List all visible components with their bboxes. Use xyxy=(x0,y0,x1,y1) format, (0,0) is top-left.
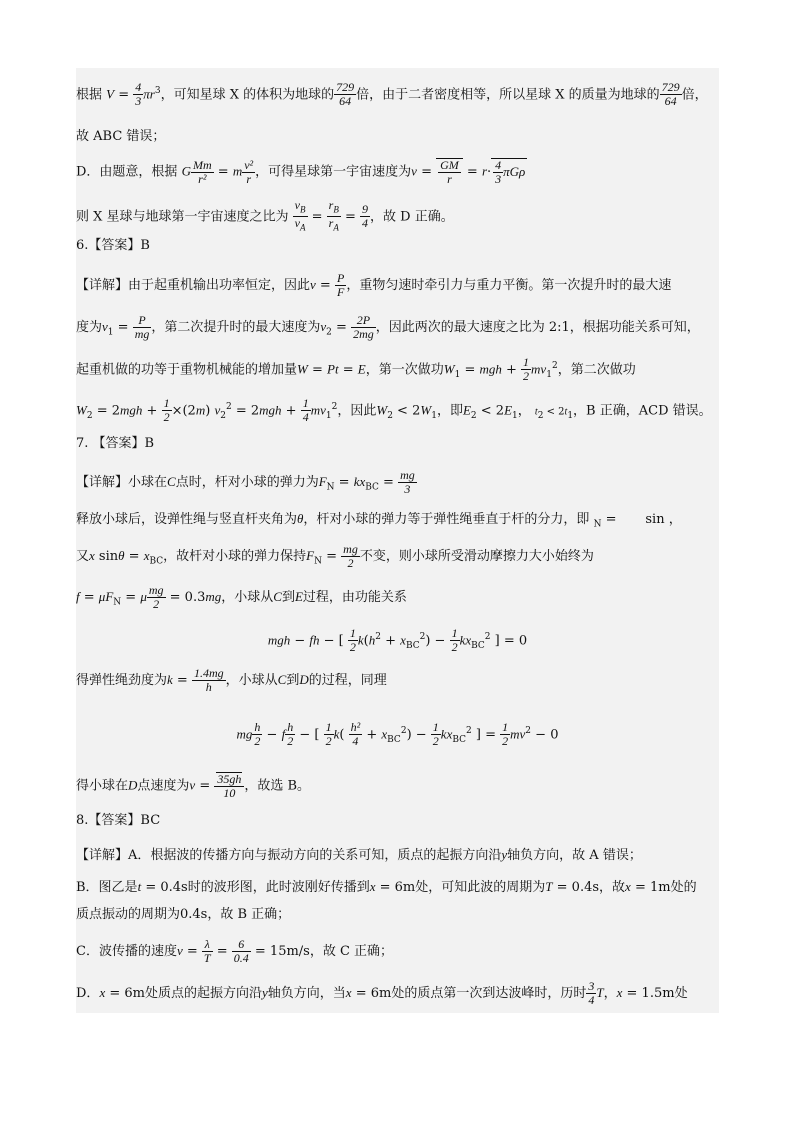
text-line-6c: 起重机做的功等于重物机械能的增加量W = Pt = E，第一次做功$W_1$ = mgh + $\frac{1}{2}$ $mv_1^2$，第二次做功 xyxy=(76,355,636,384)
text-line-volume: 根据 V = $\frac{4}{3}$ $\pi r^3$，可知星球 X 的体积为地球的 $\frac{729}{64}$ 倍，由于二者密度相等，所以星球 X 的质量为地球的 $\frac{729}{64}$ 倍， xyxy=(76,80,708,109)
text-line-8d: C．波传播的速度v = $\frac{\lambda}{T}$ = $\frac{6}{0.4}$ = 15m/s，故 C 正确； xyxy=(76,937,394,965)
text-line-velocity-ratio: 则 X 星球与地球第一宇宙速度之比为 $\frac{v_B}{v_A}$ = $\frac{r_B}{r_A}$ = $\frac{9}{4}$ ，故 D 正确。 xyxy=(76,198,454,233)
text-line-6a: 【详解】由于起重机输出功率恒定，因此v = $\frac{P}{F}$ ，重物匀速时牵引力与重力平衡。第一次提升时的最大速 xyxy=(76,271,672,299)
text-line-6b: 度为$v_1$ = $\frac{P}{mg}$ ，第二次提升时的最大速度为$v_2$ = $\frac{2P}{2mg}$ ，因此两次的最大速度之比为 2:1，根据功能关系可知， xyxy=(76,313,700,341)
text-line-8a: 【详解】A．根据波的传播方向与振动方向的关系可知，质点的起振方向沿y轴负方向，故 A 错误； xyxy=(76,847,642,863)
text-line-8b: B．图乙是t = 0.4s时的波形图，此时波刚好传播到x = 6m处，可知此波的周期为T = 0.4s，故x = 1m处的 xyxy=(76,879,697,895)
text-line-abc-wrong: 故 ABC 错误； xyxy=(76,129,166,144)
text-line-7f: 得弹性绳劲度为k = $\frac{1.4mg}{h}$ ，小球从C到D的过程，同理 xyxy=(76,666,387,694)
answer-6-heading: 6.【答案】B xyxy=(76,238,150,253)
text-line-7d: $f = \mu F_N = \mu$ $\frac{mg}{2}$ = 0.3mg，小球从C到E过程，由功能关系 xyxy=(76,583,407,611)
text-line-7c: 又x $\sin\theta = x_{BC}$，故杆对小球的弹力保持$F_N$ = $\frac{mg}{2}$ 不变，则小球所受滑动摩擦力大小始终为 xyxy=(76,542,594,570)
text-line-6d: $W_2 = 2mgh$ + $\frac{1}{2}$ ×(2m) $v_2^2 = 2mgh$ + $\frac{1}{4}$ $mv_1^2$，因此$W_2 < 2W_1$，即$E_2 < 2E_1$， $t_2 < 2t_1$，B 正确，ACD 错误。 xyxy=(76,396,712,425)
text-line-d-first-cosmic: D．由题意，根据 G $\frac{Mm}{\text{r²}}$ = m $\frac{\text{v²}}{r}$ ，可得星球第一宇宙速度为v = $\frac{GM}{r}$ = r· $\frac{4}{3}$ πGρ xyxy=(76,157,526,186)
text-line-8e: D．x = 6m处质点的起振方向沿y轴负方向，当x = 6m处的质点第一次到达波峰时，历时 $\frac{3}{4}$ T，x = 1.5m处 xyxy=(76,979,688,1007)
equation-energy-ce: mgh − fh − [ $\frac{1}{2}$ $k(h^2 + x_{BC}^2)$ − $\frac{1}{2}$ $kx_{BC}^2$ ] = 0 xyxy=(267,626,528,655)
text-line-7b: 释放小球后，设弹性绳与竖直杆夹角为θ，杆对小球的弹力等于弹性绳垂直于杆的分力，即 $_N$ = sin ， xyxy=(76,511,682,530)
equation-energy-cd: mg $\frac{h}{2}$ − f $\frac{h}{2}$ − [ $\frac{1}{2}$ k( $\frac{\text{h²}}{4}$ + $x_{BC}^2$) − $\frac{1}{2}$ $kx_{BC}^2$ ] = $\frac{1}{2}$ $mv^2 - 0$ xyxy=(236,720,559,749)
answer-8-heading: 8.【答案】BC xyxy=(76,813,161,828)
text-line-8c: 质点振动的周期为0.4s，故 B 正确； xyxy=(76,907,291,922)
text-line-7h: 得小球在D点速度为v = $\frac{35gh}{10}$ ，故选 B。 xyxy=(76,772,311,801)
text-line-7a: 【详解】小球在C点时，杆对小球的弹力为$F_N = kx_{BC}$ = $\frac{mg}{3}$ xyxy=(76,468,415,496)
answer-7-heading: 7. 【答案】B xyxy=(76,436,155,451)
